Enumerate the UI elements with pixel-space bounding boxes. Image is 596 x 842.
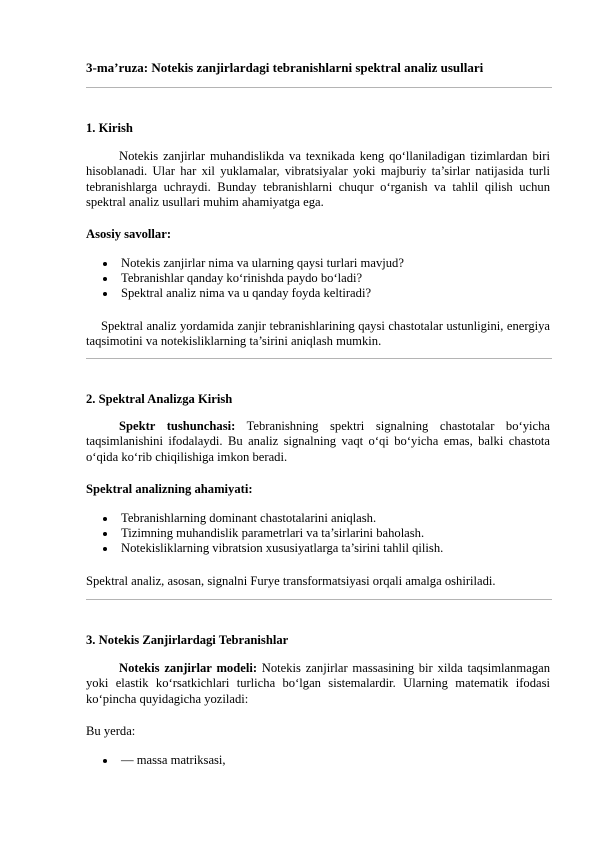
section-1-subheading: Asosiy savollar: xyxy=(86,227,172,241)
bullet-icon xyxy=(103,547,107,551)
bullet-icon xyxy=(103,759,107,763)
section-3-lead: Notekis zanjirlar modeli: xyxy=(119,661,258,675)
section-2-lead: Spektr tushunchasi: xyxy=(119,419,236,433)
bullet-icon xyxy=(103,262,107,266)
section-2-heading: 2. Spektral Analizga Kirish xyxy=(86,392,233,406)
section-3-heading: 3. Notekis Zanjirlardagi Tebranishlar xyxy=(86,633,289,647)
list-item: Notekisliklarning vibratsion xususiyatlarga ta’sirini tahlil qilish. xyxy=(103,541,550,556)
list-item: Tebranishlarning dominant chastotalarini aniqlash. xyxy=(103,511,550,526)
section-1-paragraph-2: Spektral analiz yordamida zanjir tebranishlarining qaysi chastotalar ustunligini, energiya taqsimotini va notekisliklarning ta’sirini aniqlash mumkin. xyxy=(86,319,550,349)
list-item: Spektral analiz nima va u qanday foyda keltiradi? xyxy=(103,286,550,301)
list-item: — massa matriksasi, xyxy=(103,753,550,768)
section-2-paragraph: Spektr tushunchasi: Tebranishning spektri signalning chastotalar bo‘yicha taqsimlanishini ifodalaydi. Bu analiz signalning vaqt o‘qi bo‘yicha emas, balki chastota o‘qida ko‘rib chiqilishiga imkon beradi. xyxy=(86,419,550,464)
section-2-subheading: Spektral analizning ahamiyati: xyxy=(86,482,253,496)
bullet-icon xyxy=(103,292,107,296)
section-1-paragraph: Notekis zanjirlar muhandislikda va texnikada keng qo‘llaniladigan tizimlardan biri hisoblanadi. Ular har xil yuklamalar, vibratsiyalar yoki majburiy ta’sirlar natijasida turli tebranishlarga uchraydi. Bunday tebranishlarni chuqur o‘rganish va tahlil qilish uchun spektral analiz usullari muhim ahamiyatga ega. xyxy=(86,149,550,210)
bullet-icon xyxy=(103,517,107,521)
bullet-icon xyxy=(103,277,107,281)
section-2-bullet-list xyxy=(103,511,550,557)
list-item: Tizimning muhandislik parametrlari va ta’sirlarini baholash. xyxy=(103,526,550,541)
section-2-paragraph-2: Spektral analiz, asosan, signalni Furye transformatsiyasi orqali amalga oshiriladi. xyxy=(86,574,496,588)
section-3-bullet-list xyxy=(103,753,550,768)
divider xyxy=(86,358,552,359)
list-item: Tebranishlar qanday ko‘rinishda paydo bo‘ladi? xyxy=(103,271,550,286)
page-title: 3-ma’ruza: Notekis zanjirlardagi tebranishlarni spektral analiz usullari xyxy=(86,60,484,75)
section-1-heading: 1. Kirish xyxy=(86,121,133,135)
list-item: Notekis zanjirlar nima va ularning qaysi turlari mavjud? xyxy=(103,256,550,271)
section-1-bullet-list xyxy=(103,256,550,302)
section-3-paragraph-2: Bu yerda: xyxy=(86,724,136,738)
bullet-icon xyxy=(103,532,107,536)
divider xyxy=(86,599,552,600)
section-3-paragraph: Notekis zanjirlar modeli: Notekis zanjirlar massasining bir xilda taqsimlanmagan yoki elastik ko‘rsatkichlari turlicha bo‘lgan sistemalardir. Ularning matematik ifodasi ko‘pincha quyidagicha yoziladi: xyxy=(86,661,550,706)
divider xyxy=(86,87,552,88)
